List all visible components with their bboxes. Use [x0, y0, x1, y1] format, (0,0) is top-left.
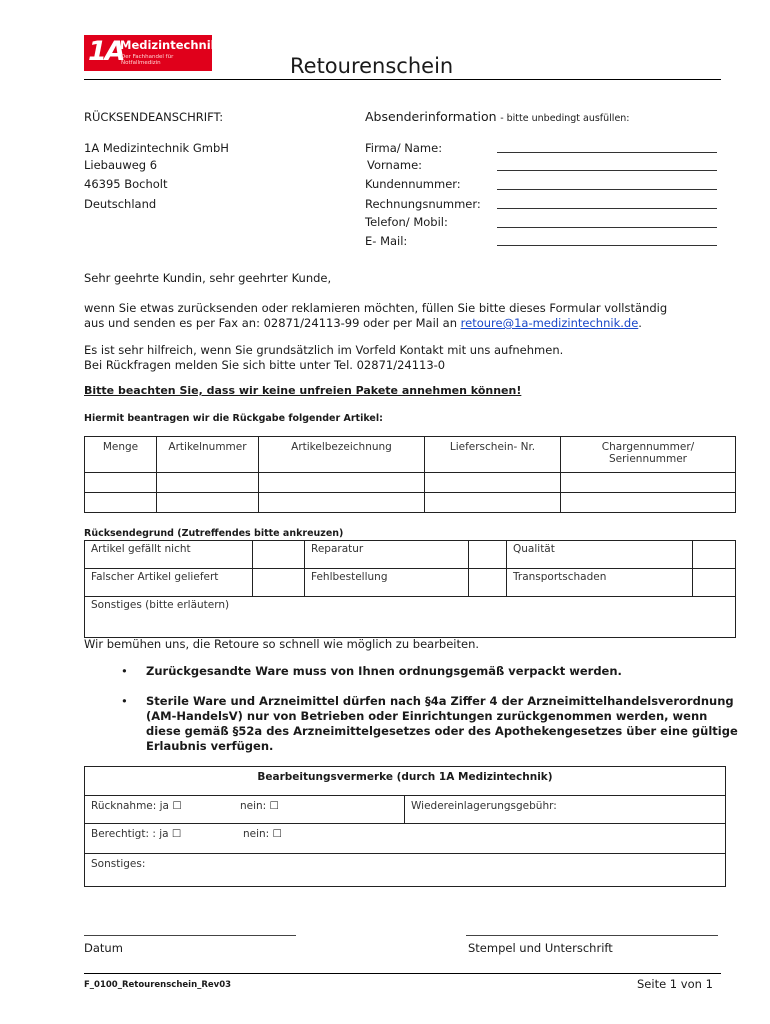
sender-heading: Absenderinformation	[365, 109, 497, 124]
return-yes-checkbox[interactable]: Rücknahme: ja ☐	[91, 800, 182, 812]
field-label-firstname: Vorname:	[367, 158, 423, 172]
reason-other-field[interactable]: Sonstiges (bitte erläutern)	[85, 597, 736, 638]
return-no-checkbox[interactable]: nein: ☐	[240, 800, 279, 812]
bullet-packaging: Zurückgesandte Ware muss von Ihnen ordnungsgemäß verpackt werden.	[146, 664, 622, 678]
logo-name: Medizintechnik	[120, 38, 219, 52]
table-cell[interactable]	[425, 473, 561, 493]
reason-option: Falscher Artikel geliefert	[85, 569, 253, 597]
table-cell[interactable]	[157, 473, 259, 493]
contact-hint-line-2: Bei Rückfragen melden Sie sich bitte unter Tel. 02871/24113-0	[84, 358, 446, 372]
column-header: Artikelnummer	[157, 437, 259, 473]
processing-note: Wir bemühen uns, die Retoure so schnell wie möglich zu bearbeiten.	[84, 637, 480, 651]
table-cell[interactable]	[259, 473, 425, 493]
reason-checkbox[interactable]	[693, 569, 736, 597]
column-header-charge	[561, 437, 736, 473]
reason-checkbox[interactable]	[253, 541, 305, 569]
restocking-fee-field[interactable]: Wiedereinlagerungsgebühr:	[405, 796, 726, 824]
reason-option: Transportschaden	[507, 569, 693, 597]
email-link[interactable]: retoure@1a-medizintechnik.de	[460, 316, 639, 330]
table-cell[interactable]	[85, 473, 157, 493]
instructions-line-1: wenn Sie etwas zurücksenden oder reklamieren möchten, füllen Sie bitte dieses Formular vollständig	[84, 301, 668, 315]
internal-row	[85, 824, 726, 854]
return-address-line: Deutschland	[84, 197, 157, 211]
reason-checkbox[interactable]	[469, 541, 507, 569]
reasons-heading: Rücksendegrund (Zutreffendes bitte ankreuzen)	[84, 528, 344, 539]
reasons-table	[84, 540, 736, 638]
internal-heading: Bearbeitungsvermerke (durch 1A Medizintechnik)	[85, 767, 726, 796]
greeting: Sehr geehrte Kundin, sehr geehrter Kunde,	[84, 271, 332, 285]
justified-cell	[85, 824, 726, 854]
freight-warning: Bitte beachten Sie, dass wir keine unfreien Pakete annehmen können!	[84, 384, 522, 397]
date-label: Datum	[84, 941, 123, 955]
table-cell[interactable]	[157, 493, 259, 513]
sender-heading-row	[365, 109, 630, 124]
table-row[interactable]	[85, 473, 736, 493]
logo-mark: 1A	[88, 36, 124, 67]
field-label-customer-number: Kundennummer:	[365, 177, 461, 191]
field-input-firstname[interactable]	[497, 170, 717, 171]
stamp-label: Stempel und Unterschrift	[468, 941, 613, 955]
reason-option: Artikel gefällt nicht	[85, 541, 253, 569]
reason-checkbox[interactable]	[693, 541, 736, 569]
reason-checkbox[interactable]	[253, 569, 305, 597]
return-address-heading: RÜCKSENDEANSCHRIFT:	[84, 110, 224, 124]
bullet-line: Sterile Ware und Arzneimittel dürfen nach §4a Ziffer 4 der Arzneimittelhandelsverordnung	[146, 694, 734, 708]
table-cell[interactable]	[561, 493, 736, 513]
column-header: Menge	[85, 437, 157, 473]
field-label-email: E- Mail:	[365, 234, 408, 248]
footer-divider	[84, 973, 721, 974]
field-input-name[interactable]	[497, 152, 717, 153]
stamp-signature-line[interactable]	[466, 935, 718, 936]
bullet-icon: •	[121, 664, 128, 678]
table-cell[interactable]	[85, 493, 157, 513]
table-cell[interactable]	[425, 493, 561, 513]
date-signature-line[interactable]	[84, 935, 296, 936]
reason-row-other	[85, 597, 736, 638]
page-number: Seite 1 von 1	[637, 977, 713, 991]
table-cell[interactable]	[259, 493, 425, 513]
table-header-row	[85, 437, 736, 473]
field-label-invoice-number: Rechnungsnummer:	[365, 197, 481, 211]
reason-row	[85, 569, 736, 597]
bullet-line: Erlaubnis verfügen.	[146, 739, 274, 753]
title-divider	[84, 79, 721, 80]
reason-option: Qualität	[507, 541, 693, 569]
table-cell[interactable]	[561, 473, 736, 493]
internal-header-row	[85, 767, 726, 796]
internal-other-field[interactable]: Sonstiges:	[85, 854, 726, 887]
column-header: Artikelbezeichnung	[259, 437, 425, 473]
return-address-line: 1A Medizintechnik GmbH	[84, 141, 229, 155]
contact-hint-line-1: Es ist sehr hilfreich, wenn Sie grundsätzlich im Vorfeld Kontakt mit uns aufnehmen.	[84, 343, 564, 357]
field-input-email[interactable]	[497, 245, 717, 246]
bullet-line: diese gemäß §52a des Arzneimittelgesetzes oder des Apothekengesetzes über eine gültige	[146, 724, 738, 738]
column-header: Lieferschein- Nr.	[425, 437, 561, 473]
justified-no-checkbox[interactable]: nein: ☐	[243, 828, 282, 840]
logo-tagline: Der Fachhandel für Notfallmedizin	[121, 54, 174, 66]
column-header: Chargennummer/	[601, 441, 695, 453]
articles-heading: Hiermit beantragen wir die Rückgabe folgender Artikel:	[84, 413, 383, 424]
articles-table	[84, 436, 736, 513]
field-label-phone: Telefon/ Mobil:	[365, 215, 448, 229]
page-title: Retourenschein	[290, 54, 454, 78]
table-row[interactable]	[85, 493, 736, 513]
return-decision-cell	[85, 796, 405, 824]
justified-yes-checkbox[interactable]: Berechtigt: : ja ☐	[91, 828, 182, 840]
sender-note: - bitte unbedingt ausfüllen:	[500, 113, 630, 124]
instructions-line-2	[84, 316, 642, 330]
field-input-invoice-number[interactable]	[497, 208, 717, 209]
bullet-sterile-goods	[146, 694, 738, 754]
column-header: Seriennummer	[608, 453, 688, 465]
internal-row	[85, 796, 726, 824]
field-input-customer-number[interactable]	[497, 189, 717, 190]
field-label-name: Firma/ Name:	[365, 141, 443, 155]
reason-checkbox[interactable]	[469, 569, 507, 597]
bullet-icon: •	[121, 694, 128, 708]
instructions-text: aus und senden es per Fax an: 02871/24113-99 oder per Mail an	[84, 316, 457, 330]
instructions-period: .	[638, 316, 642, 330]
internal-row	[85, 854, 726, 887]
reason-option: Fehlbestellung	[305, 569, 469, 597]
return-address-line: Liebauweg 6	[84, 158, 158, 172]
field-input-phone[interactable]	[497, 227, 717, 228]
return-address-line: 46395 Bocholt	[84, 177, 168, 191]
internal-notes-table	[84, 766, 726, 887]
reason-row	[85, 541, 736, 569]
reason-option: Reparatur	[305, 541, 469, 569]
bullet-line: (AM-HandelsV) nur von Betrieben oder Einrichtungen zurückgenommen werden, wenn	[146, 709, 708, 723]
form-id: F_0100_Retourenschein_Rev03	[84, 980, 232, 990]
company-logo	[84, 35, 219, 71]
